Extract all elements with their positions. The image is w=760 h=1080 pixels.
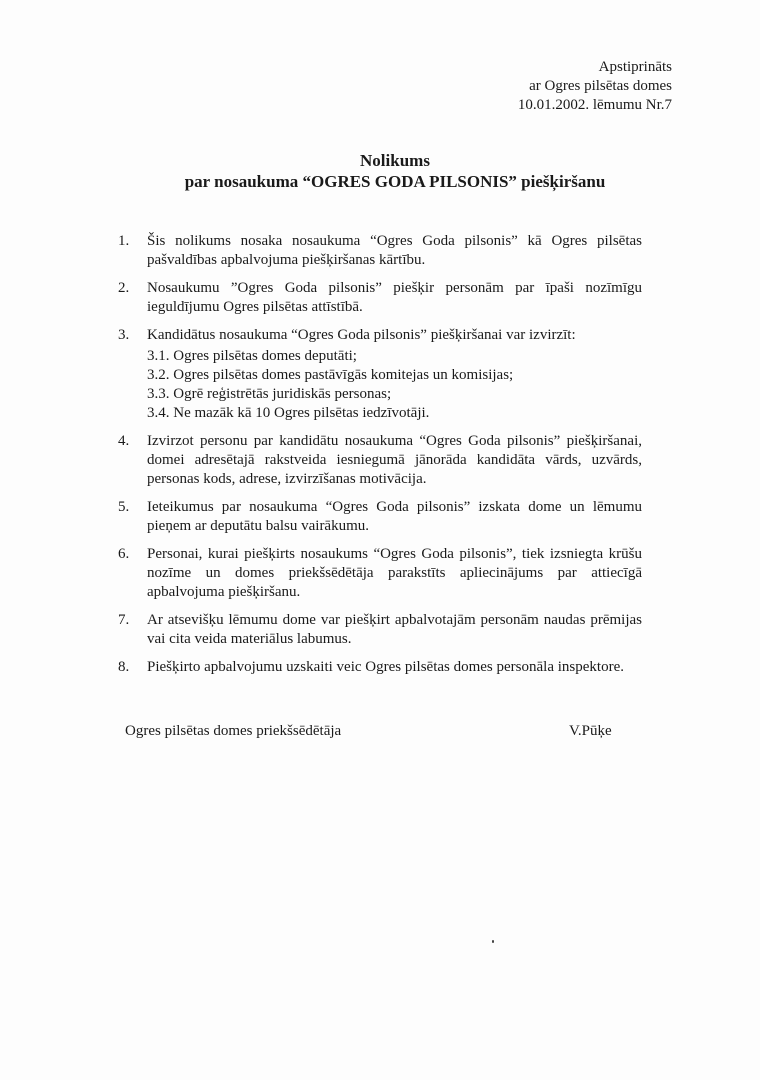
title-line: Nolikums xyxy=(360,151,430,170)
item-number: 3. xyxy=(118,327,130,343)
regulation-items xyxy=(118,232,642,686)
subitem: 3.4. Ne mazāk kā 10 Ogres pilsētas iedzīvotāji. xyxy=(147,405,430,421)
item-text: Šis nolikums nosaka nosaukuma “Ogres Goda pilsonis” kā Ogres pilsētas pašvaldības apbalvojuma piešķiršanas kārtību. xyxy=(147,233,642,268)
item-text: Ieteikumus par nosaukuma “Ogres Goda pilsonis” izskata dome un lēmumu pieņem ar deputātu balsu vairākumu. xyxy=(147,499,642,534)
approval-line: 10.01.2002. lēmumu Nr.7 xyxy=(517,97,672,113)
list-item xyxy=(118,545,642,602)
signatory-name: V.Pūķe xyxy=(569,723,612,739)
item-number: 2. xyxy=(118,280,130,296)
item-text: Ar atsevišķu lēmumu dome var piešķirt apbalvotajām personām naudas prēmijas vai cita veida materiālus labumus. xyxy=(147,612,642,647)
item-number: 8. xyxy=(118,659,130,675)
list-item xyxy=(118,232,642,270)
item-text: Kandidātus nosaukuma “Ogres Goda pilsonis” piešķiršanai var izvirzīt: xyxy=(147,327,576,343)
list-item xyxy=(118,658,642,677)
item-number: 7. xyxy=(118,612,130,628)
item-number: 5. xyxy=(118,499,130,515)
subitem: 3.1. Ogres pilsētas domes deputāti; xyxy=(147,348,357,364)
approval-line: Apstiprināts xyxy=(598,59,672,75)
approval-line: ar Ogres pilsētas domes xyxy=(529,78,672,94)
title-line: par nosaukuma “OGRES GODA PILSONIS” piešķiršanu xyxy=(184,172,606,191)
subitem-list xyxy=(147,347,642,423)
approval-note xyxy=(518,58,672,115)
item-text: Personai, kurai piešķirts nosaukums “Ogres Goda pilsonis”, tiek izsniegta krūšu nozīme un domes priekšsēdētāja parakstīts apliecinājums par attiecīgā apbalvojuma piešķiršanu. xyxy=(147,546,642,600)
list-item xyxy=(118,279,642,317)
document-title xyxy=(0,150,760,192)
list-item xyxy=(118,498,642,536)
item-number: 6. xyxy=(118,546,130,562)
item-text: Nosaukumu ”Ogres Goda pilsonis” piešķir personām par īpaši nozīmīgu ieguldījumu Ogres pilsētas attīstībā. xyxy=(147,280,642,315)
subitem: 3.2. Ogres pilsētas domes pastāvīgās komitejas un komisijas; xyxy=(147,367,514,383)
item-number: 4. xyxy=(118,433,130,449)
subitem: 3.3. Ogrē reģistrētās juridiskās personas; xyxy=(147,386,392,402)
item-number: 1. xyxy=(118,233,130,249)
list-item xyxy=(118,432,642,489)
list-item xyxy=(118,611,642,649)
item-text: Piešķirto apbalvojumu uzskaiti veic Ogres pilsētas domes personāla inspektore. xyxy=(147,659,624,675)
signatory-role: Ogres pilsētas domes priekšsēdētāja xyxy=(125,723,342,739)
item-text: Izvirzot personu par kandidātu nosaukuma “Ogres Goda pilsonis” piešķiršanai, domei adresētajā rakstveida iesniegumā jānorāda kandidāta vārds, uzvārds, personas kods, adrese, izvirzīšanas motivācija. xyxy=(147,433,642,487)
scan-speck xyxy=(492,940,494,943)
list-item xyxy=(118,326,642,423)
